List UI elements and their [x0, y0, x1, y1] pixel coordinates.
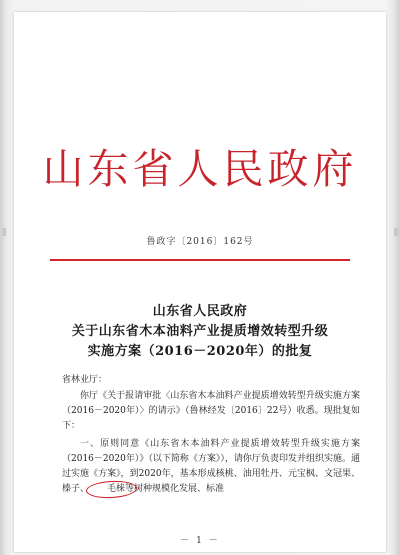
addressee: 省林业厅： — [62, 375, 108, 385]
document-number: 鲁政字〔2016〕162号 — [146, 237, 254, 247]
scan-edge-mark — [394, 228, 398, 236]
red-divider-line — [50, 259, 350, 261]
body-paragraph-2 — [62, 437, 360, 497]
title-line-2: 关于山东省木本油料产业提质增效转型升级 — [71, 324, 329, 339]
title-line-3: 实施方案（2016－2020年）的批复 — [87, 344, 313, 359]
title-line-1: 山东省人民政府 — [152, 304, 248, 319]
scan-edge-mark — [2, 228, 6, 236]
page-number: － 1 － — [180, 536, 220, 546]
body-paragraph-1: 你厅《关于报请审批〈山东省木本油料产业提质增效转型升级实施方案（2016－2020年）〉的请示》（鲁林经发〔2016〕22号）收悉。现批复如下： — [62, 391, 360, 431]
circled-annotation: 毛梾等 — [89, 482, 134, 497]
paragraph-2-text-start: 一、原则同意《山东省木本油料产业提质增效转型升级实施方案（2016－2020年）》（以下简称《方案》），请你厅负责印发并组织实施。通过实施《方案》，到2020年，基本形成核桃、油用牡丹、元宝枫、文冠果、榛子、 — [62, 439, 360, 494]
paragraph-2-text-end: 树种规模化发展、标准 — [134, 484, 225, 494]
document-page — [14, 12, 386, 552]
issuer-header: 山东省人民政府 — [42, 145, 358, 193]
